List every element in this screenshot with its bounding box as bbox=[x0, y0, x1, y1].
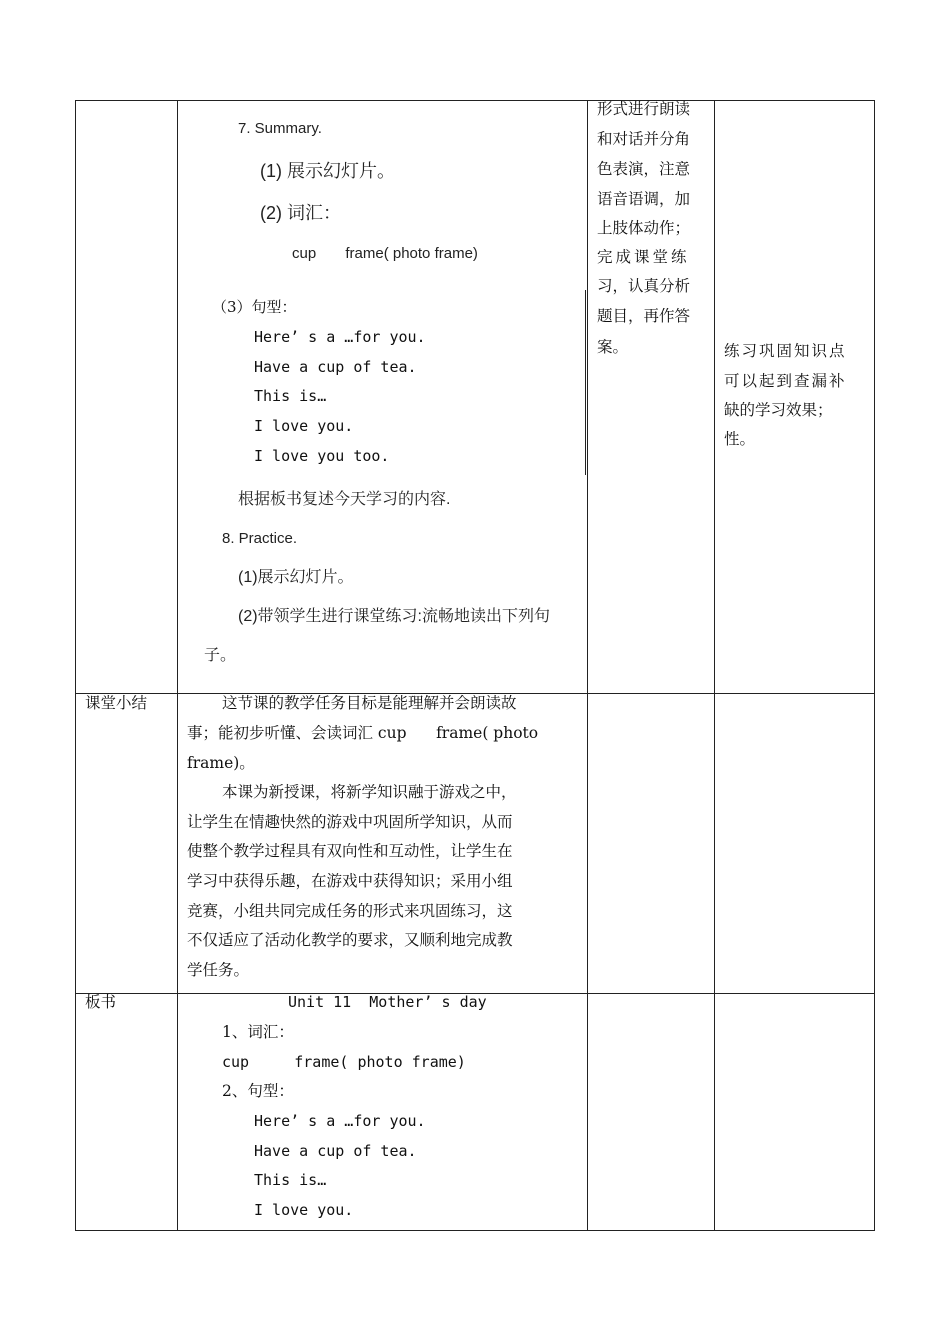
para-line: 学习中获得乐趣，在游戏中获得知识；采用小组 bbox=[187, 872, 513, 890]
board-title: Unit 11 Mother’ s day bbox=[288, 993, 487, 1011]
para-line: 事；能初步听懂、会读词汇 cup frame( photo bbox=[187, 724, 539, 742]
summary-heading: 7. Summary. bbox=[238, 120, 322, 137]
practice-line: (1)展示幻灯片。 bbox=[238, 569, 354, 586]
vocab-words: cup frame( photo frame) bbox=[292, 245, 478, 262]
cell-line: 习，认真分析 bbox=[597, 277, 691, 295]
board-sentence: This is… bbox=[254, 1171, 327, 1189]
practice-line: (2)带领学生进行课堂练习:流畅地读出下列句 bbox=[238, 608, 551, 625]
board-vocab-label: 1、词汇： bbox=[222, 1023, 294, 1041]
table-border-left bbox=[75, 100, 76, 1231]
para-line: 学任务。 bbox=[187, 961, 250, 979]
cell-line: 色表演，注意 bbox=[597, 160, 691, 178]
retell-line: 根据板书复述今天学习的内容. bbox=[238, 491, 451, 508]
practice-line: 子。 bbox=[204, 647, 237, 664]
table-border-right bbox=[874, 100, 875, 1231]
sentence-line: This is… bbox=[254, 387, 327, 405]
lesson-plan-table bbox=[75, 100, 875, 1231]
para-line: 竞赛，小组共同完成任务的形式来巩固练习，这 bbox=[187, 902, 513, 920]
cell-line: 语音语调，加 bbox=[597, 190, 691, 208]
board-sentence-label: 2、句型： bbox=[222, 1082, 294, 1100]
column-divider-1 bbox=[177, 100, 178, 1231]
column-divider-3 bbox=[714, 100, 715, 1231]
sentence-line: I love you too. bbox=[254, 447, 390, 465]
board-sentence: I love you. bbox=[254, 1201, 354, 1219]
sentence-line: I love you. bbox=[254, 417, 354, 435]
board-sentence: Have a cup of tea. bbox=[254, 1142, 417, 1160]
para-line: 让学生在情趣快然的游戏中巩固所学知识，从而 bbox=[187, 813, 513, 831]
cell-line: 性。 bbox=[724, 430, 756, 448]
cell-line: 形式进行朗读 bbox=[597, 100, 691, 118]
table-border-top bbox=[75, 100, 875, 101]
cell-line: 可以起到查漏补 bbox=[724, 372, 847, 390]
sentence-line: Have a cup of tea. bbox=[254, 358, 417, 376]
para-line: 使整个教学过程具有双向性和互动性，让学生在 bbox=[187, 842, 513, 860]
para-line: 这节课的教学任务目标是能理解并会朗读故 bbox=[222, 694, 517, 712]
cell-line: 完成课堂练 bbox=[597, 248, 690, 266]
cell-line: 上肢体动作； bbox=[597, 219, 691, 237]
vocab-label: (2) 词汇： bbox=[260, 203, 341, 223]
image-edge-line bbox=[585, 290, 586, 475]
table-border-bottom bbox=[75, 1230, 875, 1231]
para-line: frame)。 bbox=[187, 754, 255, 772]
cell-line: 题目，再作答 bbox=[597, 307, 691, 325]
row-label: 板书 bbox=[85, 993, 117, 1011]
cell-line: 案。 bbox=[597, 338, 629, 356]
board-vocab-words: cup frame( photo frame) bbox=[222, 1053, 466, 1071]
show-slides-line: (1) 展示幻灯片。 bbox=[260, 161, 395, 181]
practice-heading: 8. Practice. bbox=[222, 530, 298, 547]
column-divider-2 bbox=[587, 100, 588, 1231]
cell-line: 缺的学习效果； bbox=[724, 401, 833, 419]
para-line: 本课为新授课，将新学知识融于游戏之中， bbox=[222, 783, 517, 801]
para-line: 不仅适应了活动化教学的要求，又顺利地完成教 bbox=[187, 931, 513, 949]
board-sentence: Here’ s a …for you. bbox=[254, 1112, 426, 1130]
row-label: 课堂小结 bbox=[85, 694, 148, 712]
sentence-label: （3）句型： bbox=[212, 298, 297, 316]
sentence-line: Here’ s a …for you. bbox=[254, 328, 426, 346]
cell-line: 练习巩固知识点 bbox=[724, 342, 847, 360]
cell-line: 和对话并分角 bbox=[597, 130, 691, 148]
